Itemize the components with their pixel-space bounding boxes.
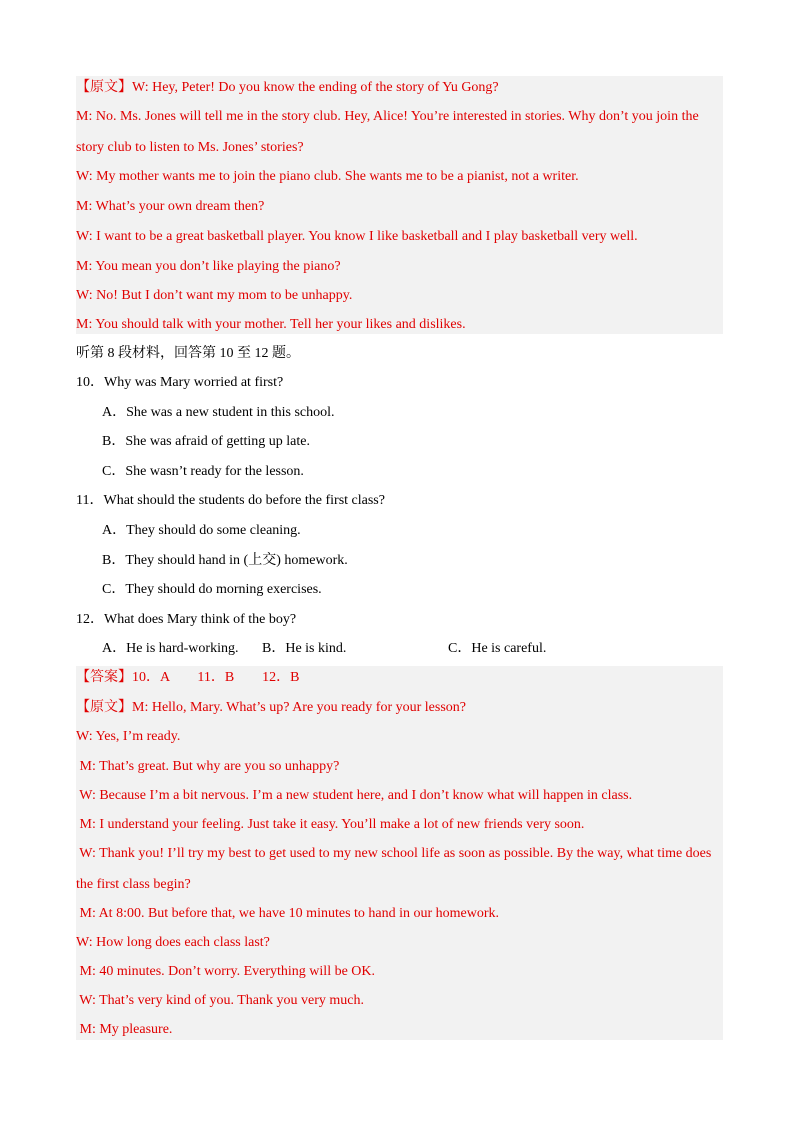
transcript-line: M: What’s your own dream then? xyxy=(76,199,265,214)
transcript-line: W: I want to be a great basketball player. You know I like basketball and I play basketball very well. xyxy=(76,229,638,244)
transcript-line: W: How long does each class last? xyxy=(76,935,270,950)
question-option: A．They should do some cleaning. xyxy=(102,523,301,538)
transcript-line: W: That’s very kind of you. Thank you very much. xyxy=(76,993,364,1008)
question-option: C．They should do morning exercises. xyxy=(102,582,322,597)
question-option: C．He is careful. xyxy=(448,641,547,656)
transcript-line: W: Yes, I’m ready. xyxy=(76,729,181,744)
transcript-block-2 xyxy=(76,666,723,1040)
transcript-line: M: I understand your feeling. Just take it easy. You’ll make a lot of new friends very soon. xyxy=(76,817,585,832)
transcript-line: story club to listen to Ms. Jones’ stories? xyxy=(76,140,304,155)
transcript-line: W: Because I’m a bit nervous. I’m a new student here, and I don’t know what will happen in class. xyxy=(76,788,633,803)
transcript-line: 【原文】W: Hey, Peter! Do you know the ending of the story of Yu Gong? xyxy=(76,80,499,95)
question-option: B．He is kind. xyxy=(262,641,347,656)
transcript-line: 【原文】M: Hello, Mary. What’s up? Are you ready for your lesson? xyxy=(76,700,466,715)
question-stem: 11．What should the students do before the first class? xyxy=(76,493,385,508)
transcript-block-1 xyxy=(76,76,723,334)
answer-key: 【答案】10．A 11．B 12．B xyxy=(76,670,300,685)
section-intro: 听第 8 段材料，回答第 10 至 12 题。 xyxy=(76,346,300,361)
transcript-line: M: My pleasure. xyxy=(76,1022,173,1037)
transcript-line: M: At 8:00. But before that, we have 10 minutes to hand in our homework. xyxy=(76,906,500,921)
question-stem: 12．What does Mary think of the boy? xyxy=(76,612,297,627)
transcript-line: M: You should talk with your mother. Tell her your likes and dislikes. xyxy=(76,317,466,332)
transcript-line: M: That’s great. But why are you so unhappy? xyxy=(76,759,340,774)
question-option: B．She was afraid of getting up late. xyxy=(102,434,311,449)
transcript-line: the first class begin? xyxy=(76,877,191,892)
transcript-line: W: No! But I don’t want my mom to be unhappy. xyxy=(76,288,353,303)
transcript-line: M: You mean you don’t like playing the piano? xyxy=(76,259,341,274)
transcript-line: M: 40 minutes. Don’t worry. Everything will be OK. xyxy=(76,964,376,979)
question-option: A．He is hard-working. xyxy=(102,641,239,656)
transcript-line: M: No. Ms. Jones will tell me in the story club. Hey, Alice! You’re interested in stories. Why don’t you join the xyxy=(76,109,699,124)
transcript-line: W: Thank you! I’ll try my best to get used to my new school life as soon as possible. By the way, what time does xyxy=(76,846,712,861)
transcript-line: W: My mother wants me to join the piano club. She wants me to be a pianist, not a writer. xyxy=(76,169,579,184)
question-option: A．She was a new student in this school. xyxy=(102,405,335,420)
question-option: C．She wasn’t ready for the lesson. xyxy=(102,464,304,479)
question-option: B．They should hand in (上交) homework. xyxy=(102,553,348,568)
question-stem: 10．Why was Mary worried at first? xyxy=(76,375,284,390)
